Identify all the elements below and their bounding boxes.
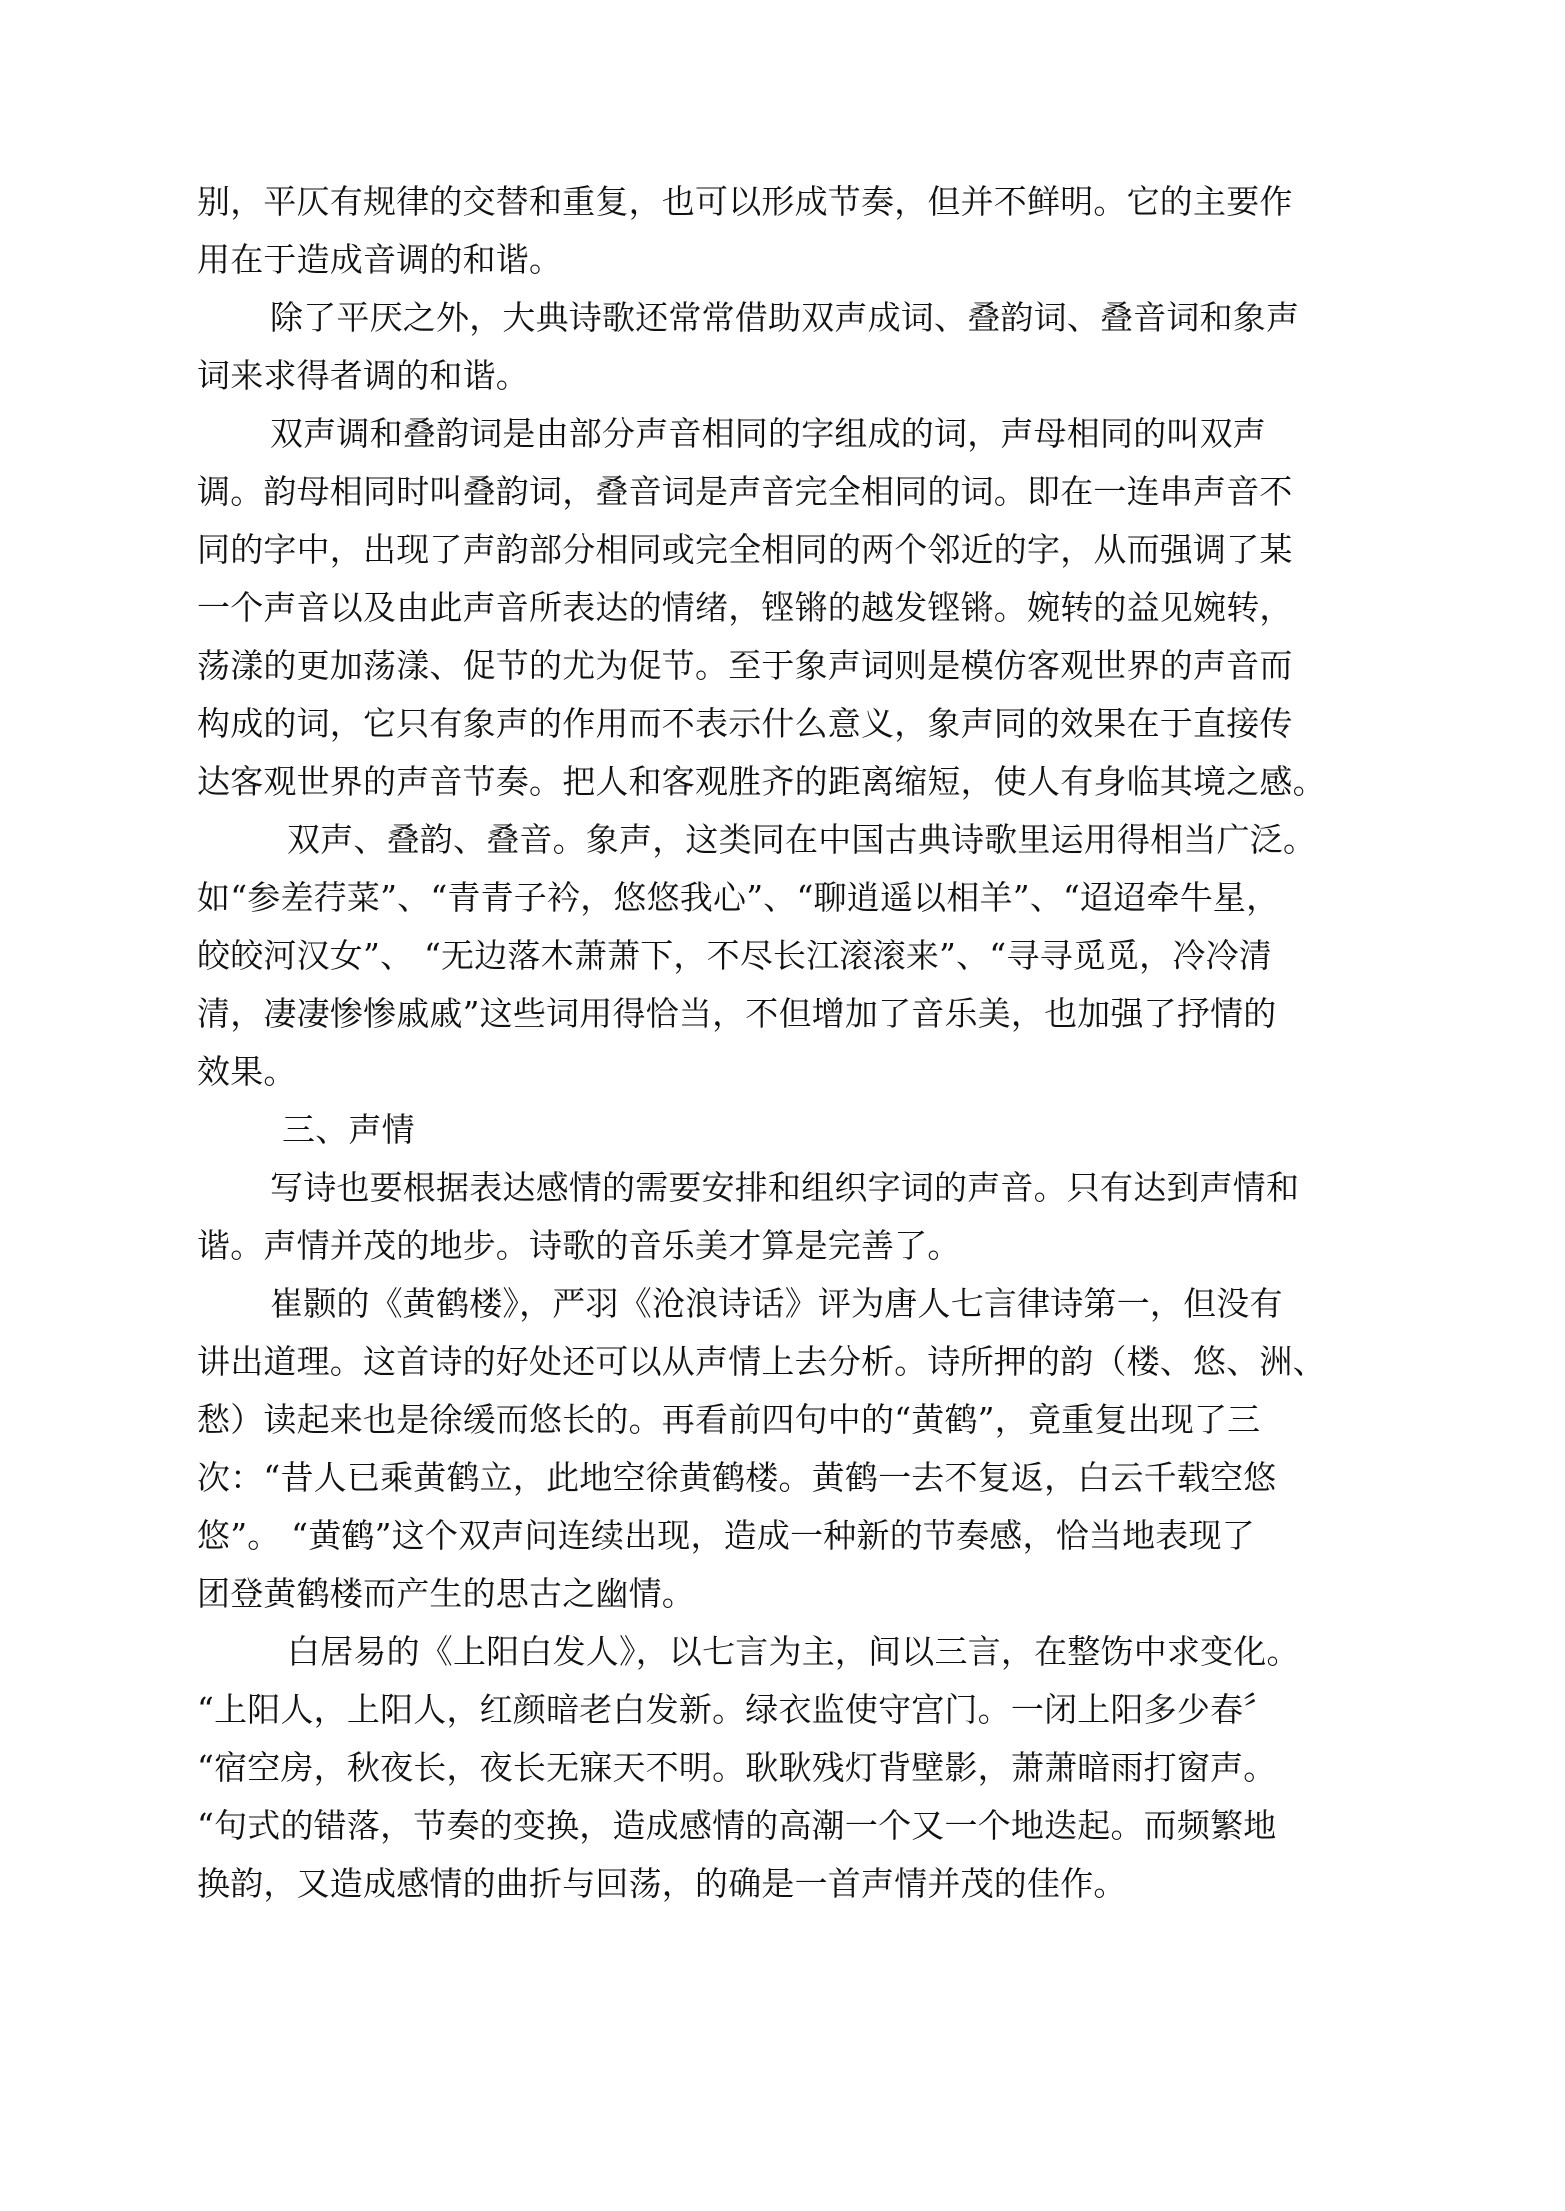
text-line: 词来求得者调的和谐。 bbox=[197, 356, 529, 395]
text-line: 次：“昔人已乘黄鹤立，此地空徐黄鹤楼。黄鹤一去不复返，白云千载空悠 bbox=[197, 1458, 1277, 1497]
text-line: 同的字中，出现了声韵部分相同或完全相同的两个邻近的字，从而强调了某 bbox=[197, 530, 1293, 569]
text-line: 白居易的《上阳白发人》，以七言为主，间以三言，在整饬中求变化。 bbox=[287, 1632, 1300, 1671]
text-line: 团登黄鹤楼而产生的思古之幽情。 bbox=[197, 1574, 695, 1613]
text-line: 写诗也要根据表达感情的需要安排和组织字词的声音。只有达到声情和 bbox=[270, 1168, 1300, 1207]
text-line: 清，凄凄惨惨戚戚”这些词用得恰当，不但增加了音乐美，也加强了抒情的 bbox=[197, 994, 1277, 1033]
text-line: 用在于造成音调的和谐。 bbox=[197, 240, 563, 279]
text-line: 愁）读起来也是徐缓而悠长的。再看前四句中的“黄鹤”，竟重复出现了三 bbox=[197, 1400, 1261, 1439]
text-line: 如“参差荇菜”、“青青子衿，悠悠我心”、“聊逍遥以相羊”、“迢迢牵牛星， bbox=[197, 878, 1280, 917]
text-line: 讲出道理。这首诗的好处还可以从声情上去分析。诗所押的韵（楼、悠、洲、 bbox=[197, 1342, 1326, 1381]
text-line: “上阳人，上阳人，红颜暗老白发新。绿衣监使守宫门。一闭上阳多少春〞 bbox=[197, 1690, 1277, 1729]
text-line: 达客观世界的声音节奏。把人和客观胜齐的距离缩短，使人有身临其境之感。 bbox=[197, 762, 1326, 801]
text-line: 皎皎河汉女”、 “无边落木萧萧下，不尽长江滚滚来”、“寻寻觅觅，冷冷清 bbox=[197, 936, 1272, 975]
text-line: 双声调和叠韵词是由部分声音相同的字组成的词，声母相同的叫双声 bbox=[270, 414, 1266, 453]
text-line: 效果。 bbox=[197, 1052, 297, 1091]
section-heading: 三、声情 bbox=[282, 1110, 415, 1149]
text-line: 别，平仄有规律的交替和重复，也可以形成节奏，但并不鲜明。它的主要作 bbox=[197, 182, 1293, 221]
text-line: 崔颢的《黄鹤楼》，严羽《沧浪诗话》评为唐人七言律诗第一，但没有 bbox=[270, 1284, 1283, 1323]
text-line: 除了平厌之外，大典诗歌还常常借助双声成词、叠韵词、叠音词和象声 bbox=[270, 298, 1300, 337]
text-line: 悠”。 “黄鹤”这个双声问连续出现，造成一种新的节奏感，恰当地表现了 bbox=[197, 1516, 1255, 1555]
text-line: 谐。声情并茂的地步。诗歌的音乐美才算是完善了。 bbox=[197, 1226, 961, 1265]
text-line: 调。韵母相同时叫叠韵词，叠音词是声音完全相同的词。即在一连串声音不 bbox=[197, 472, 1293, 511]
text-line: 一个声音以及由此声音所表达的情绪，铿锵的越发铿锵。婉转的益见婉转， bbox=[197, 588, 1293, 627]
text-line: 构成的词，它只有象声的作用而不表示什么意义，象声同的效果在于直接传 bbox=[197, 704, 1293, 743]
text-line: 荡漾的更加荡漾、促节的尤为促节。至于象声词则是模仿客观世界的声音而 bbox=[197, 646, 1293, 685]
text-line: “宿空房，秋夜长，夜长无寐天不明。耿耿残灯背壁影，萧萧暗雨打窗声。 bbox=[197, 1748, 1277, 1787]
text-line: “句式的错落，节奏的变换，造成感情的高潮一个又一个地迭起。而频繁地 bbox=[197, 1806, 1277, 1845]
text-line: 换韵，又造成感情的曲折与回荡，的确是一首声情并茂的佳作。 bbox=[197, 1864, 1127, 1903]
text-line: 双声、叠韵、叠音。象声，这类同在中国古典诗歌里运用得相当广泛。 bbox=[287, 820, 1317, 859]
